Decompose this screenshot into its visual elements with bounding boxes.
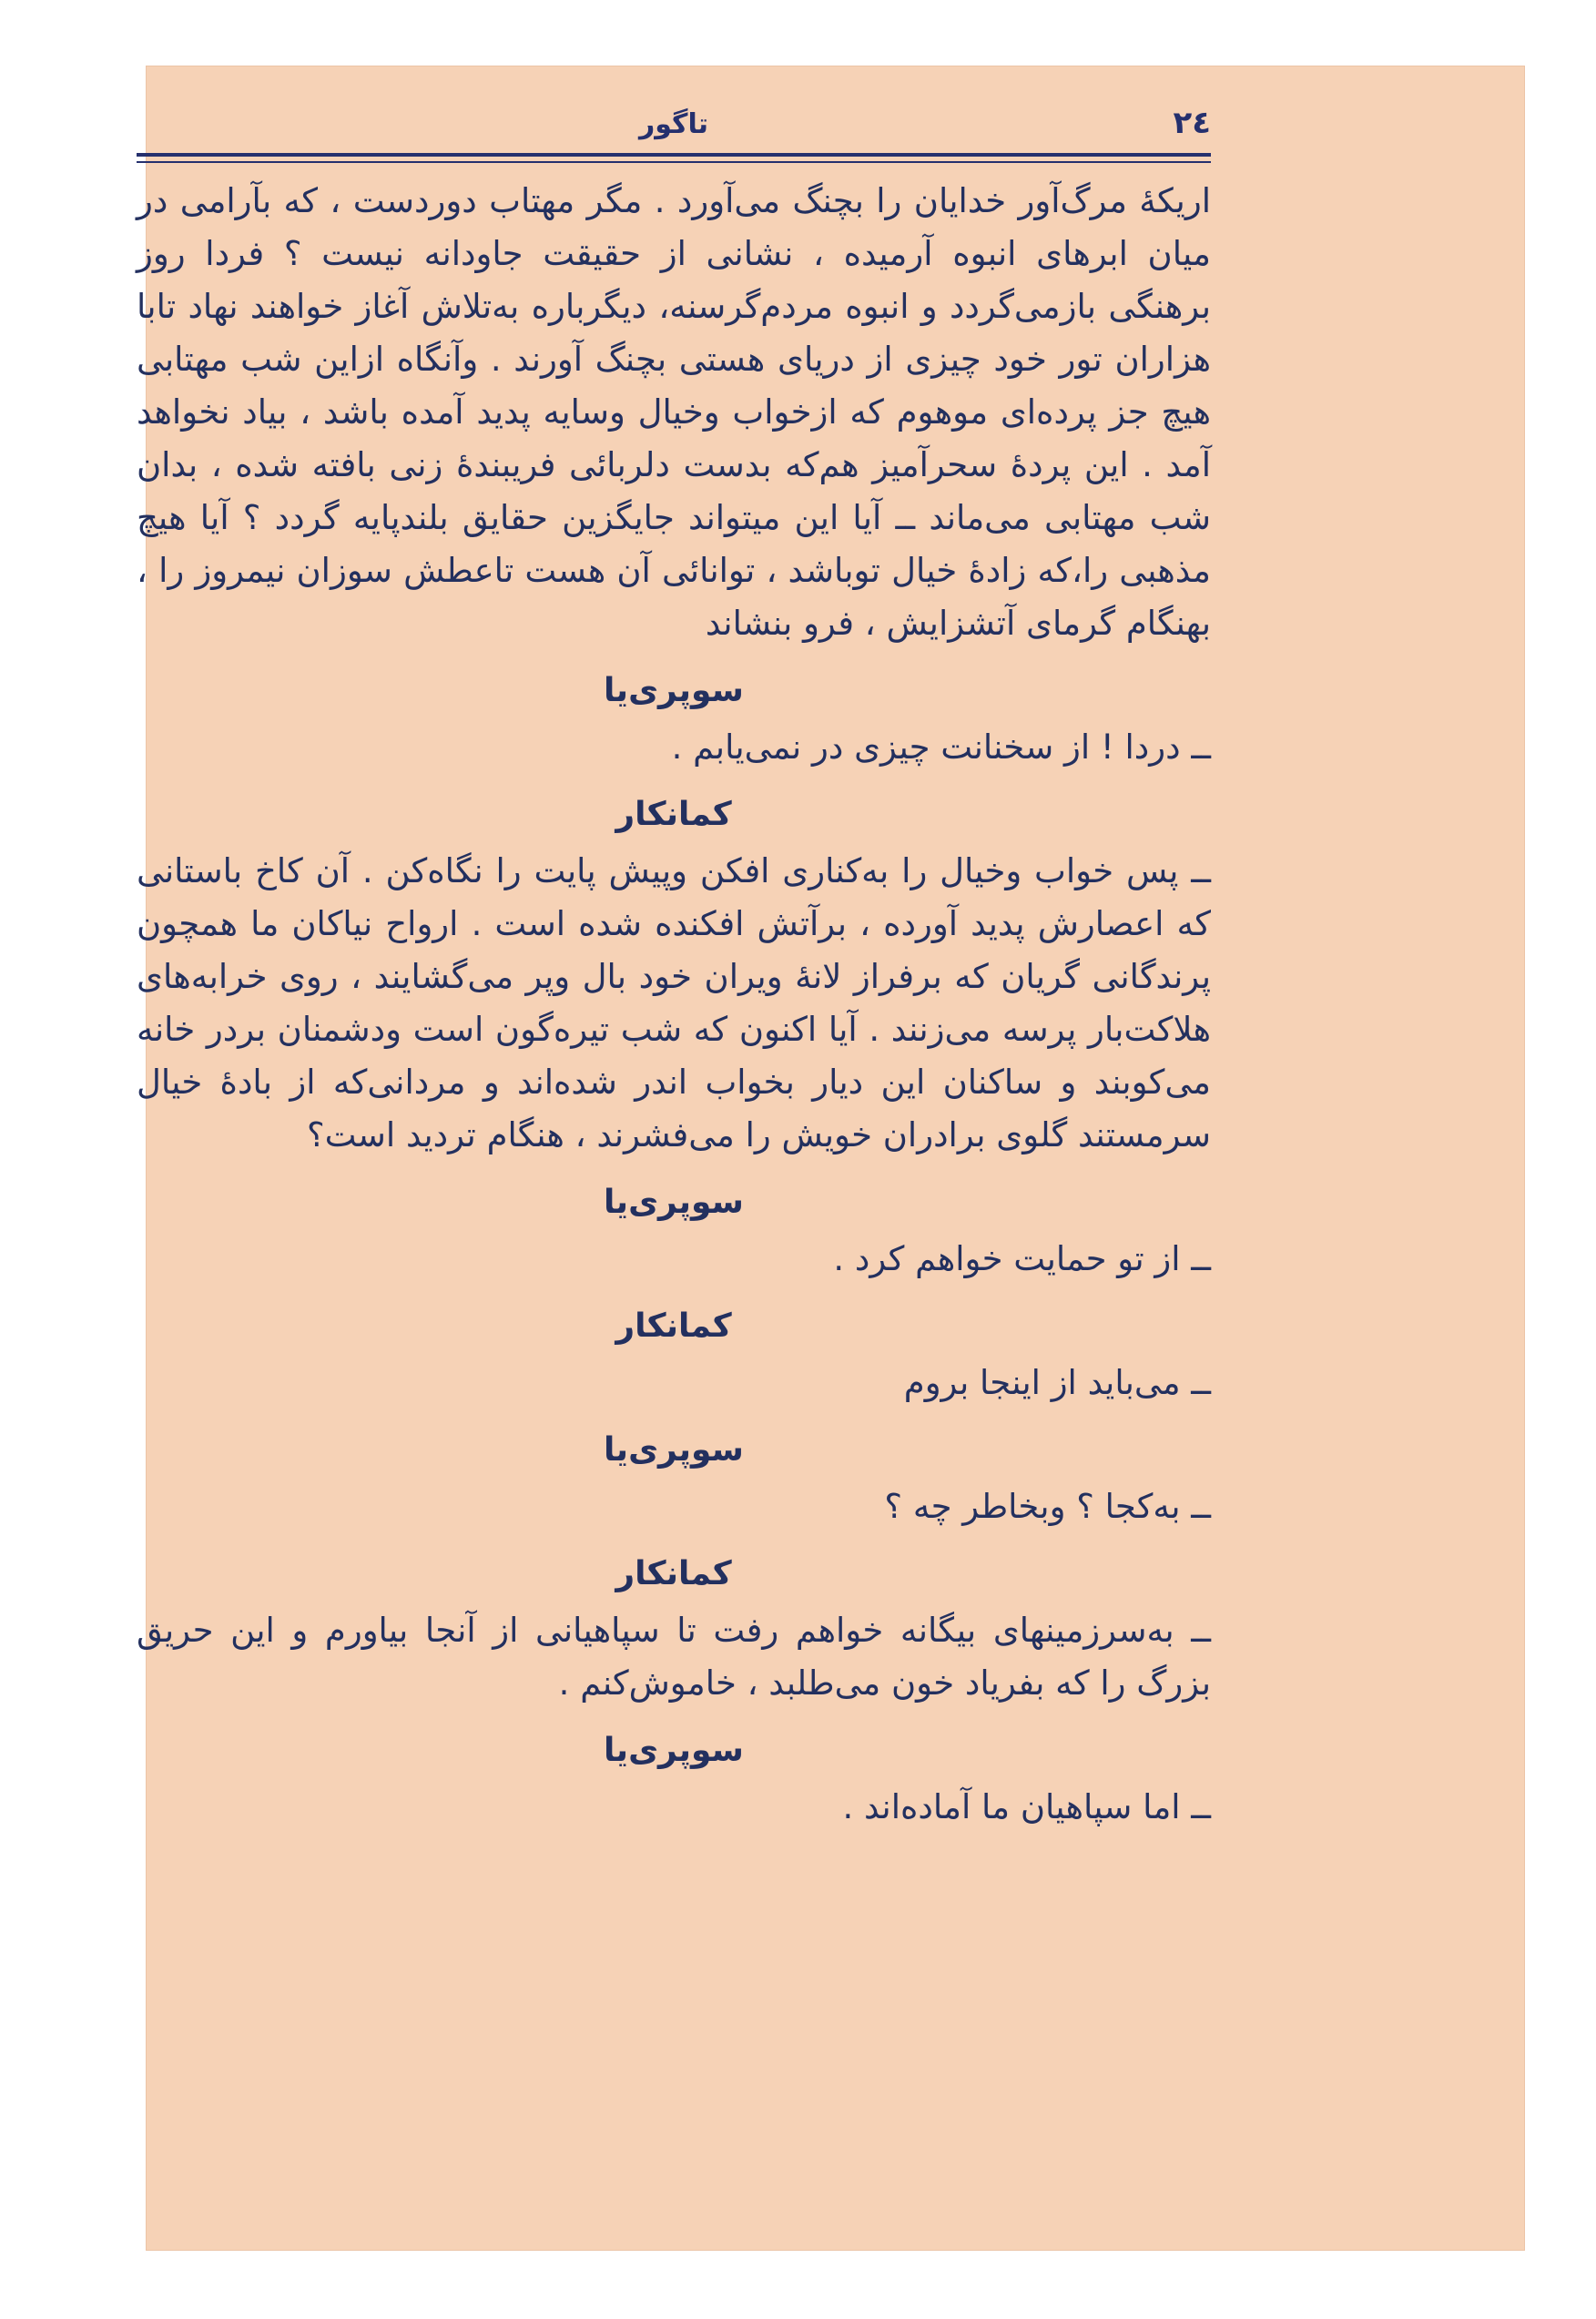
dialogue-line: ــ به‌کجا ؟ وبخاطر چه ؟ — [884, 1487, 1211, 1526]
dialogue-line: ــ از تو حمایت خواهم کرد . — [833, 1239, 1211, 1278]
intro-paragraph: اریکهٔ مرگ‌آور خدایان را بچنگ می‌آورد . مگر مهتاب دوردست ، که بآرامی در میان ابرهای انبوه آرمیده ، نشانی از حقیقت جاودانه نیست ؟ فردا روز برهنگی بازمی‌گردد و انبوه مردم‌گرسنه، دیگرباره به‌تلاش آغاز خواهند نهاد تابا هزاران تور خود چیزی از دریای هستی بچنگ آورند . وآنگاه ازاین شب مهتابی هیچ جز پرده‌ای موهوم که ازخواب وخیال وسایه پدید آمده باشد ، بیاد نخواهد آمد . این پردهٔ سحرآمیز هم‌که بدست دلربائی فریبندهٔ زنی بافته شده ، بدان شب مهتابی می‌ماند ــ آیا این میتواند جایگزین حقایق بلندپایه گردد ؟ آیا هیچ مذهبی را،که زادهٔ خیال توباشد ، توانائی آن هست تاعطش سوزان نیمروز را ، بهنگام گرمای آتشزایش ، فرو بنشاند — [137, 181, 1211, 643]
page-header — [137, 105, 1211, 168]
dialogue-line: ــ اما سپاهیان ما آماده‌اند . — [842, 1787, 1211, 1826]
dialogue-line: ــ دردا ! از سخنانت چیزی در نمی‌یابم . — [671, 727, 1211, 767]
dialogue-line: ــ پس خواب وخیال را به‌کناری افکن وپیش پایت را نگاه‌کن . آن کاخ باستانی که اعصارش پدید آورده ، برآتش افکنده شده است . ارواح نیاکان ما همچون پرندگانی گریان که برفراز لانهٔ ویران خود بال وپر می‌گشایند ، روی خرابه‌های هلاکت‌بار پرسه می‌زنند . آیا اکنون که شب تیره‌گون است ودشمنان بردر خانه می‌کوبند و ساکنان این دیار بخواب اندر شده‌اند و مردانی‌که از بادهٔ خیال سرمستند گلوی برادران خویش را می‌فشرند ، هنگام تردید است؟ — [137, 851, 1211, 1154]
speaker-name: کمانکار — [615, 796, 732, 833]
speaker-name: سوپری‌یا — [604, 1431, 744, 1469]
speaker-name: سوپری‌یا — [604, 672, 744, 709]
running-title: تاگور — [638, 108, 709, 140]
speaker-name: سوپری‌یا — [604, 1184, 744, 1221]
header-rule-thick — [137, 153, 1211, 157]
page-body — [137, 175, 1211, 1834]
speaker-name: سوپری‌یا — [604, 1732, 744, 1769]
dialogue-line: ــ به‌سرزمینهای بیگانه خواهم رفت تا سپاهیانی از آنجا بیاورم و این حریق بزرگ را که بفریاد خون می‌طلبد ، خاموش‌کنم . — [137, 1611, 1211, 1703]
speaker-name: کمانکار — [615, 1307, 732, 1345]
header-rule-thin — [137, 161, 1211, 163]
speaker-name: کمانکار — [615, 1555, 732, 1592]
dialogue-line: ــ می‌باید از اینجا بروم — [903, 1363, 1211, 1402]
page-number: ۲٤ — [1173, 105, 1211, 141]
